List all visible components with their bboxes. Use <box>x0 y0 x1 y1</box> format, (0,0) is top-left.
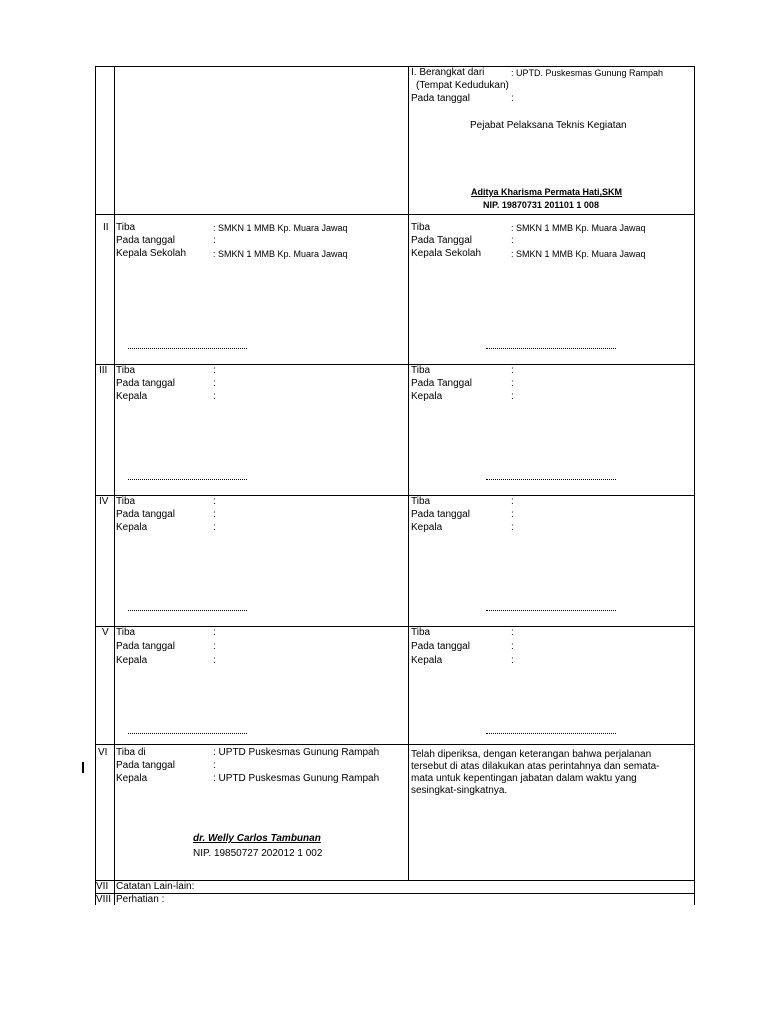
row-divider <box>95 744 695 745</box>
tanggal-value: : <box>213 235 216 246</box>
kepala-label: Kepala <box>411 522 443 533</box>
signatory-nip: NIP. 19850727 202012 1 002 <box>193 848 323 859</box>
tiba-label: Tiba <box>116 496 136 507</box>
tanggal-value: : <box>213 509 216 520</box>
tiba-label: Tiba <box>411 627 431 638</box>
signatory-name: dr. Welly Carlos Tambunan <box>193 833 321 844</box>
signatory-nip: NIP. 19870731 201101 1 008 <box>483 200 599 210</box>
tanggal-label: Pada Tanggal <box>411 235 472 246</box>
tanggal-label: Pada Tanggal <box>411 378 472 389</box>
tanggal-label: Pada tanggal <box>116 378 175 389</box>
tanggal-label: Pada tanggal <box>116 641 175 652</box>
tiba-value: : <box>213 496 216 507</box>
roman-numeral: II <box>103 222 109 233</box>
tanggal-value: : <box>213 641 216 652</box>
tanggal-value: : <box>511 235 514 246</box>
tiba-label: Tiba <box>411 222 431 233</box>
kepala-value: : SMKN 1 MMB Kp. Muara Jawaq <box>213 249 348 259</box>
tiba-value: : SMKN 1 MMB Kp. Muara Jawaq <box>213 223 348 233</box>
signature-line <box>128 610 247 611</box>
tanggal-label: Pada tanggal <box>116 509 175 520</box>
tiba-label: Tiba di <box>116 747 146 758</box>
signature-line <box>486 479 616 480</box>
signature-line <box>128 733 247 734</box>
perhatian-label: Perhatian : <box>116 894 165 905</box>
edge-mark <box>82 762 84 773</box>
kedudukan-label: (Tempat Kedudukan) <box>416 80 509 91</box>
border-left <box>95 66 96 905</box>
tanggal-value: : <box>511 509 514 520</box>
kepala-value: : <box>213 391 216 402</box>
roman-numeral: VII <box>96 881 109 892</box>
berangkat-value: : UPTD. Puskesmas Gunung Rampah <box>511 68 664 78</box>
kepala-value: : <box>511 522 514 533</box>
kepala-label: Kepala <box>116 655 148 666</box>
row-divider <box>95 364 695 365</box>
kepala-value: : <box>511 655 514 666</box>
kepala-value: : <box>213 655 216 666</box>
kepala-value: : SMKN 1 MMB Kp. Muara Jawaq <box>511 249 646 259</box>
row-divider <box>95 893 695 894</box>
tanggal-value: : <box>213 378 216 389</box>
tanggal-label: Pada tanggal <box>411 509 470 520</box>
signatory-name: Aditya Kharisma Permata Hati,SKM <box>471 187 623 197</box>
tanggal-colon: : <box>511 93 514 104</box>
tiba-label: Tiba <box>116 365 136 376</box>
roman-numeral: IV <box>99 496 109 507</box>
tiba-label: Tiba <box>116 222 136 233</box>
signature-line <box>128 479 247 480</box>
kepala-value: : UPTD Puskesmas Gunung Rampah <box>213 773 380 784</box>
tiba-label: Tiba <box>411 365 431 376</box>
border-middle <box>408 66 409 880</box>
tanggal-value: : <box>213 760 216 771</box>
kepala-label: Kepala Sekolah <box>116 248 187 259</box>
kepala-label: Kepala <box>116 391 148 402</box>
note-line: tersebut di atas dilakukan atas perintahnya dan semata- <box>411 761 660 772</box>
pejabat-title: Pejabat Pelaksana Teknis Kegiatan <box>470 120 627 131</box>
tanggal-label: Pada tanggal <box>411 641 470 652</box>
note-line: Telah diperiksa, dengan keterangan bahwa perjalanan <box>411 749 652 760</box>
tiba-value: : SMKN 1 MMB Kp. Muara Jawaq <box>511 223 646 233</box>
roman-numeral: VIII <box>96 894 112 905</box>
tiba-value: : <box>511 365 514 376</box>
edge-mark <box>95 782 96 798</box>
kepala-label: Kepala <box>116 773 148 784</box>
berangkat-label: I. Berangkat dari <box>411 67 485 78</box>
row-divider <box>95 495 695 496</box>
row-divider <box>95 626 695 627</box>
border-roman-column <box>114 66 115 905</box>
signature-line <box>486 610 616 611</box>
tanggal-value: : <box>511 378 514 389</box>
signature-line <box>128 348 247 349</box>
tiba-label: Tiba <box>116 627 136 638</box>
kepala-value: : <box>511 391 514 402</box>
tanggal-label: Pada tanggal <box>116 235 175 246</box>
signature-line <box>486 733 616 734</box>
signature-line <box>486 348 616 349</box>
kepala-label: Kepala <box>116 522 148 533</box>
tiba-value: : <box>213 627 216 638</box>
kepala-label: Kepala Sekolah <box>411 248 482 259</box>
tiba-value: : <box>213 365 216 376</box>
kepala-label: Kepala <box>411 655 443 666</box>
roman-numeral: V <box>102 627 109 638</box>
tiba-value: : UPTD Puskesmas Gunung Rampah <box>213 747 380 758</box>
roman-numeral: VI <box>98 747 108 758</box>
tiba-label: Tiba <box>411 496 431 507</box>
tanggal-label: Pada tanggal <box>411 93 470 104</box>
tiba-value: : <box>511 627 514 638</box>
tanggal-label: Pada tanggal <box>116 760 175 771</box>
kepala-label: Kepala <box>411 391 443 402</box>
border-right <box>694 66 695 905</box>
tiba-value: : <box>511 496 514 507</box>
note-line: sesingkat-singkatnya. <box>411 785 508 796</box>
roman-numeral: III <box>99 365 108 376</box>
catatan-label: Catatan Lain-lain: <box>116 881 195 892</box>
tanggal-value: : <box>511 641 514 652</box>
kepala-value: : <box>213 522 216 533</box>
row-divider <box>95 214 695 215</box>
note-line: mata untuk kepentingan jabatan dalam waktu yang <box>411 773 637 784</box>
